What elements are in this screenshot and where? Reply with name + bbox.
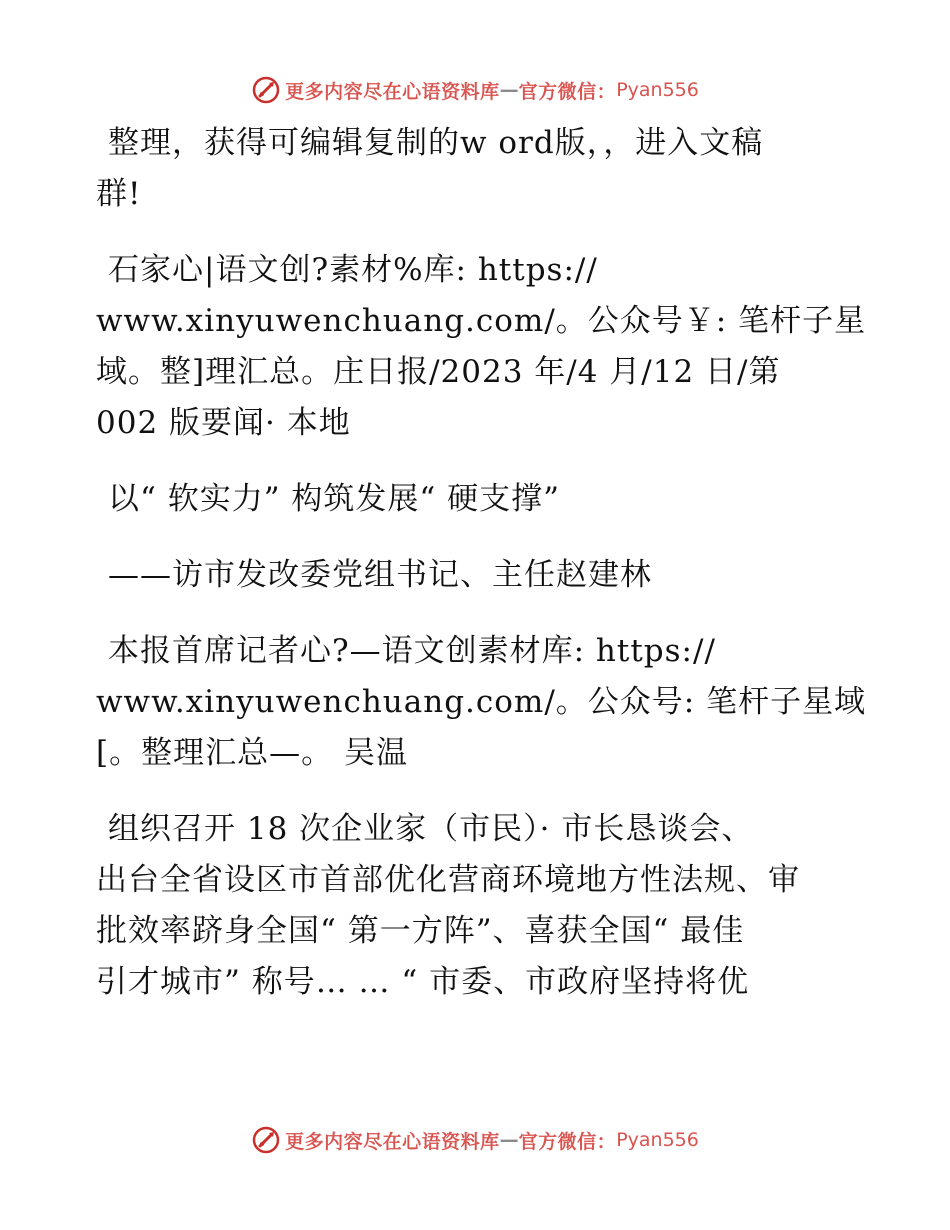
article-subtitle <box>96 550 856 601</box>
text-line: 本报首席记者心?—语文创素材库: https:// <box>108 633 716 669</box>
watermark-official-text: 官方微信： <box>518 1130 617 1153</box>
text-line: 引才城市” 称号… … “ 市委、市政府坚持将优 <box>96 964 750 1000</box>
watermark-separator: — <box>499 79 519 101</box>
text-line: [。整理汇总—。 吴温 <box>96 735 408 771</box>
text-line: 石家心|语文创?素材%库: https:// <box>108 252 598 288</box>
text-line: 群! <box>96 176 142 212</box>
text-line: 以“ 软实力” 构筑发展“ 硬支撑” <box>108 481 560 517</box>
text-line: ——访市发改委党组书记、主任赵建林 <box>108 557 652 593</box>
paragraph-byline <box>96 626 867 779</box>
paragraph-intro <box>96 118 856 220</box>
text-line: 整理，获得可编辑复制的w ord版，，进入文稿 <box>108 125 764 161</box>
text-line: www.xinyuwenchuang.com/。公众号￥: 笔杆子星 <box>96 303 867 339</box>
brand-logo-icon <box>251 1125 281 1155</box>
text-line: www.xinyuwenchuang.com/。公众号: 笔杆子星域 <box>96 684 867 720</box>
document-body <box>96 118 867 1008</box>
footer-watermark <box>0 1120 950 1160</box>
brand-logo-icon <box>251 75 281 105</box>
watermark-official-text: 官方微信： <box>518 80 617 103</box>
text-line: 002 版要闻· 本地 <box>96 405 351 441</box>
watermark-account: Pyan556 <box>616 1129 699 1151</box>
watermark-separator: — <box>499 1129 519 1151</box>
text-line: 批效率跻身全国“ 第一方阵”、喜获全国“ 最佳 <box>96 913 745 949</box>
paragraph-source <box>96 245 867 449</box>
watermark-site-text: 更多内容尽在心语资料库 <box>285 1130 500 1153</box>
header-watermark <box>0 70 950 110</box>
text-line: 组织召开 18 次企业家（市民）· 市长恳谈会、 <box>108 811 754 847</box>
text-line: 出台全省设区市首部优化营商环境地方性法规、审 <box>96 862 800 898</box>
watermark-account: Pyan556 <box>616 79 699 101</box>
article-title <box>96 474 856 525</box>
paragraph-body <box>96 804 856 1008</box>
watermark-site-text: 更多内容尽在心语资料库 <box>285 80 500 103</box>
text-line: 域。整]理汇总。庄日报/2023 年/4 月/12 日/第 <box>96 354 781 390</box>
